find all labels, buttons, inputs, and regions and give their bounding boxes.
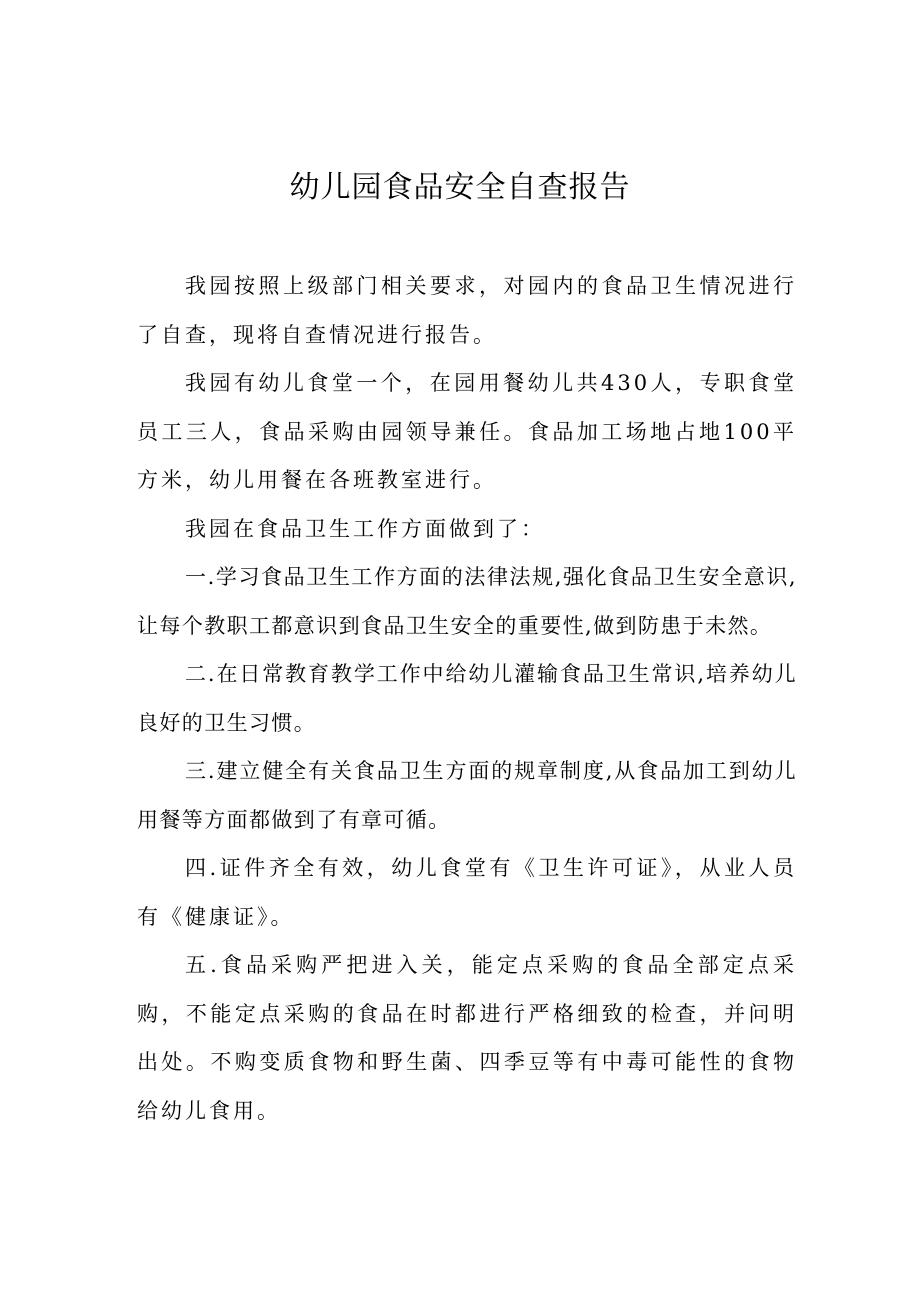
document-title: 幼儿园食品安全自查报告 <box>289 170 631 205</box>
paragraph-canteen-overview: 我园有幼儿食堂一个，在园用餐幼儿共430人，专职食堂员工三人，食品采购由园领导兼任。食品加工场地占地100平方米，幼儿用餐在各班教室进行。 <box>137 371 797 492</box>
paragraph-item-1: 一.学习食品卫生工作方面的法律法规,强化食品卫生安全意识,让每个教职工都意识到食品卫生安全的重要性,做到防患于未然。 <box>137 565 797 638</box>
paragraph-intro: 我园按照上级部门相关要求，对园内的食品卫生情况进行了自查，现将自查情况进行报告。 <box>137 274 797 347</box>
paragraph-item-2: 二.在日常教育教学工作中给幼儿灌输食品卫生常识,培养幼儿良好的卫生习惯。 <box>137 662 797 735</box>
paragraph-item-5: 五.食品采购严把进入关，能定点采购的食品全部定点采购，不能定点采购的食品在时都进行严格细致的检查，并问明出处。不购变质食物和野生菌、四季豆等有中毒可能性的食物给幼儿食用。 <box>137 953 797 1123</box>
paragraph-item-3: 三.建立健全有关食品卫生方面的规章制度,从食品加工到幼儿用餐等方面都做到了有章可循。 <box>137 759 797 832</box>
paragraph-measures-heading: 我园在食品卫生工作方面做到了： <box>185 516 545 541</box>
paragraph-item-4: 四.证件齐全有效，幼儿食堂有《卫生许可证》，从业人员有《健康证》。 <box>137 856 797 929</box>
document-body <box>137 262 797 1135</box>
